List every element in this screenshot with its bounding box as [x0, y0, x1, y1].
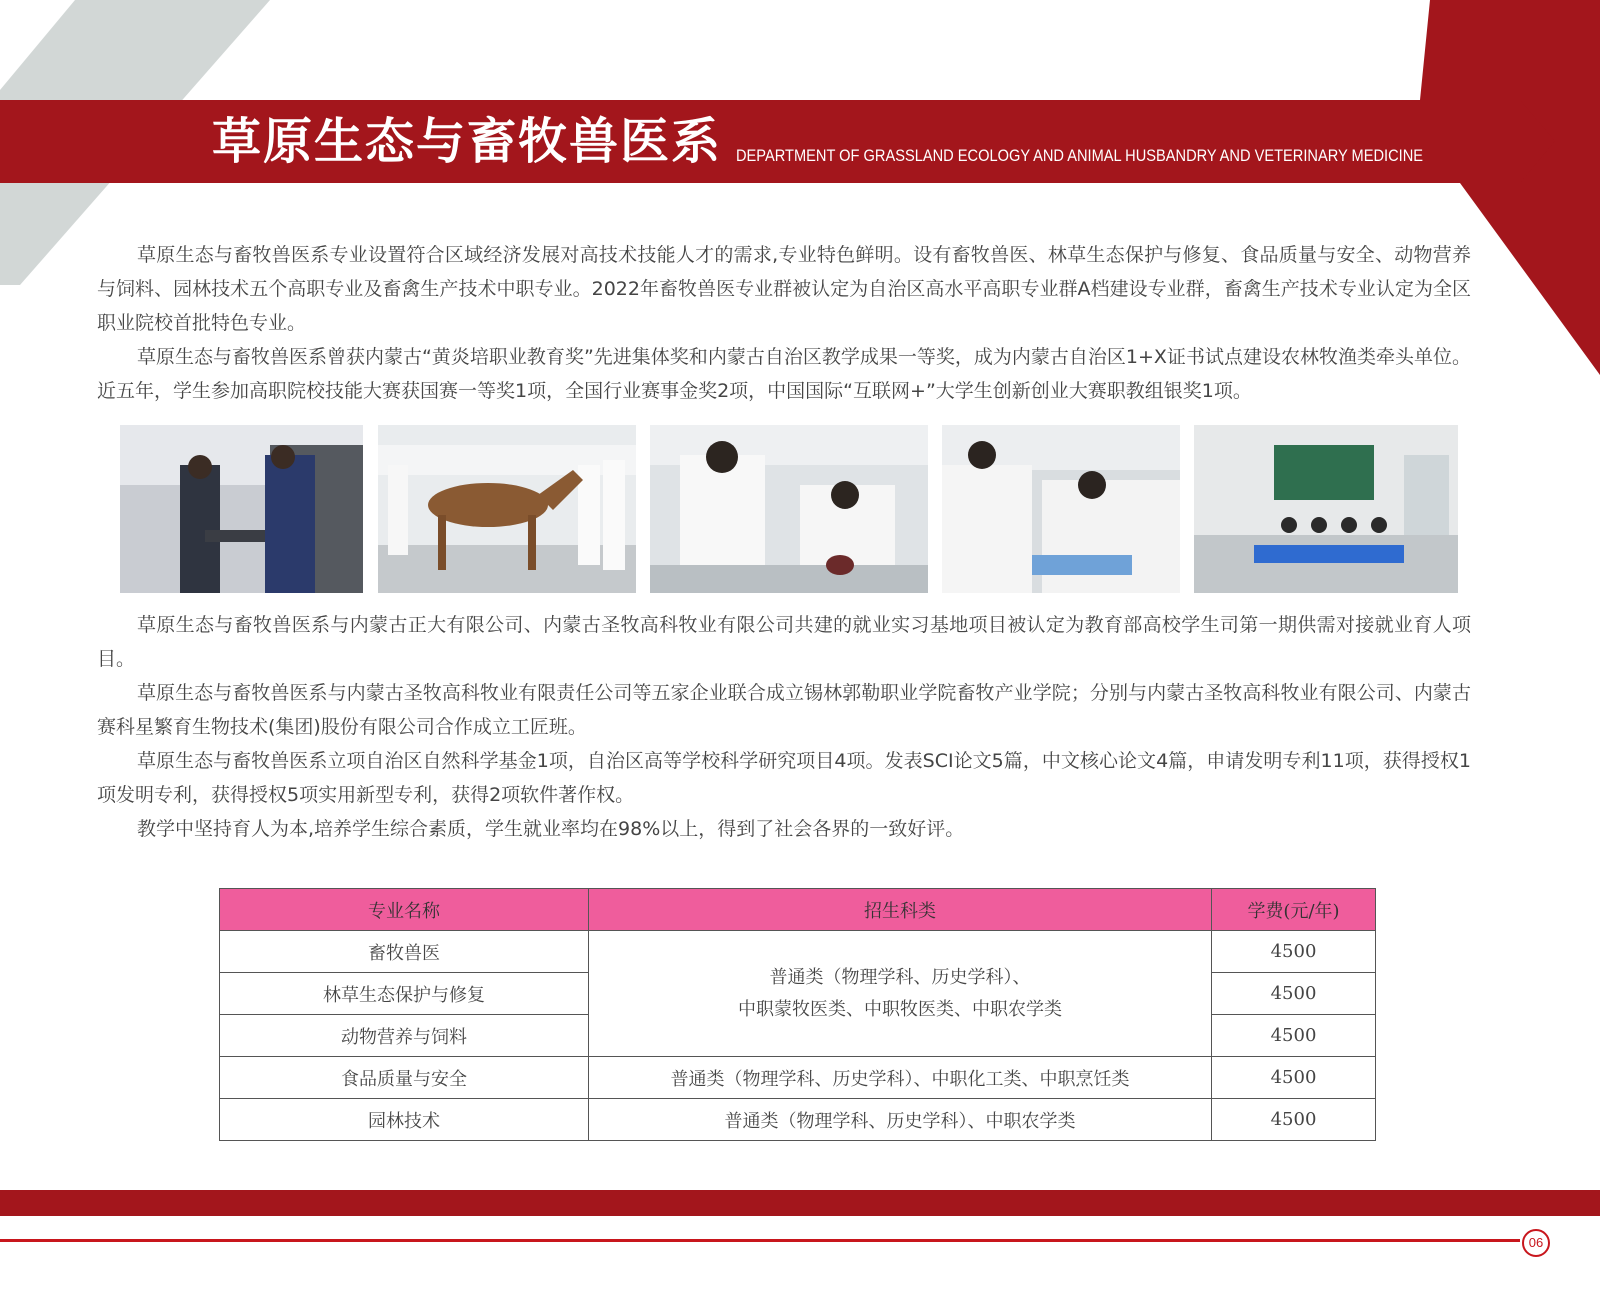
- fee-cell: 4500: [1212, 1015, 1376, 1057]
- major-cell: 动物营养与饲料: [220, 1015, 589, 1057]
- category-cell: 普通类（物理学科、历史学科）、中职化工类、中职烹饪类: [589, 1057, 1212, 1099]
- intro-paragraph: 草原生态与畜牧兽医系曾获内蒙古“黄炎培职业教育奖”先进集体奖和内蒙古自治区教学成果一等奖，成为内蒙古自治区1+X证书试点建设农林牧渔类牵头单位。近五年，学生参加高职院校技能大赛获国赛一等奖1项，全国行业赛事金奖2项，中国国际“互联网+”大学生创新创业大赛职教组银奖1项。: [97, 346, 1471, 402]
- fee-cell: 4500: [1212, 1057, 1376, 1099]
- category-cell: 普通类（物理学科、历史学科）、中职农学类: [589, 1099, 1212, 1141]
- photo-strip: [120, 425, 1458, 593]
- header-major: 专业名称: [220, 889, 589, 931]
- footer-line: [0, 1239, 1520, 1242]
- detail-text: [97, 608, 1471, 846]
- category-line: 中职蒙牧医类、中职牧医类、中职农学类: [738, 998, 1062, 1020]
- detail-paragraph: 草原生态与畜牧兽医系立项自治区自然科学基金1项，自治区高等学校科学研究项目4项。发表SCI论文5篇，中文核心论文4篇，申请发明专利11项，获得授权1项发明专利，获得授权5项实用新型专利，获得2项软件著作权。: [97, 750, 1471, 806]
- major-cell: 园林技术: [220, 1099, 589, 1141]
- footer-band: [0, 1190, 1600, 1216]
- major-cell: 畜牧兽医: [220, 931, 589, 973]
- photo-lab-experiment: [650, 425, 928, 593]
- detail-paragraph: 草原生态与畜牧兽医系与内蒙古圣牧高科牧业有限责任公司等五家企业联合成立锡林郭勒职业学院畜牧产业学院；分别与内蒙古圣牧高科牧业有限公司、内蒙古赛科星繁育生物技术(集团)股份有限公司合作成立工匠班。: [97, 682, 1471, 738]
- intro-paragraph: 草原生态与畜牧兽医系专业设置符合区域经济发展对高技术技能人才的需求,专业特色鲜明。设有畜牧兽医、林草生态保护与修复、食品质量与安全、动物营养与饲料、园林技术五个高职专业及畜禽生产技术中职专业。2022年畜牧兽医专业群被认定为自治区高水平高职专业群A档建设专业群，畜禽生产技术专业认定为全区职业院校首批特色专业。: [97, 244, 1471, 334]
- photo-classroom: [1194, 425, 1458, 593]
- header-notch: [1520, 100, 1600, 183]
- fee-cell: 4500: [1212, 1099, 1376, 1141]
- table-row: [220, 1099, 1376, 1141]
- fee-cell: 4500: [1212, 931, 1376, 973]
- detail-paragraph: 草原生态与畜牧兽医系与内蒙古正大有限公司、内蒙古圣牧高科牧业有限公司共建的就业实习基地项目被认定为教育部高校学生司第一期供需对接就业育人项目。: [97, 614, 1471, 670]
- table-header-row: [220, 889, 1376, 931]
- detail-paragraph: 教学中坚持育人为本,培养学生综合素质，学生就业率均在98%以上，得到了社会各界的一致好评。: [137, 818, 965, 840]
- major-cell: 林草生态保护与修复: [220, 973, 589, 1015]
- table-row: [220, 931, 1376, 973]
- fee-cell: 4500: [1212, 973, 1376, 1015]
- red-chevron-lower: [1460, 183, 1600, 375]
- photo-vet-clinic: [120, 425, 363, 593]
- page-subtitle-en: DEPARTMENT OF GRASSLAND ECOLOGY AND ANIMAL HUSBANDRY AND VETERINARY MEDICINE: [736, 146, 1424, 165]
- header-fee: 学费(元/年): [1212, 889, 1376, 931]
- category-cell-merged: [589, 931, 1212, 1057]
- category-line: 普通类（物理学科、历史学科）、: [769, 966, 1031, 988]
- intro-text: [97, 238, 1471, 408]
- table-row: [220, 1057, 1376, 1099]
- photo-horse-specimen: [378, 425, 636, 593]
- admission-table: [219, 888, 1376, 1141]
- header-category: 招生科类: [589, 889, 1212, 931]
- page-number: 06: [1522, 1229, 1550, 1257]
- major-cell: 食品质量与安全: [220, 1057, 589, 1099]
- photo-dissection-class: [942, 425, 1180, 593]
- page-title: 草原生态与畜牧兽医系: [212, 113, 723, 170]
